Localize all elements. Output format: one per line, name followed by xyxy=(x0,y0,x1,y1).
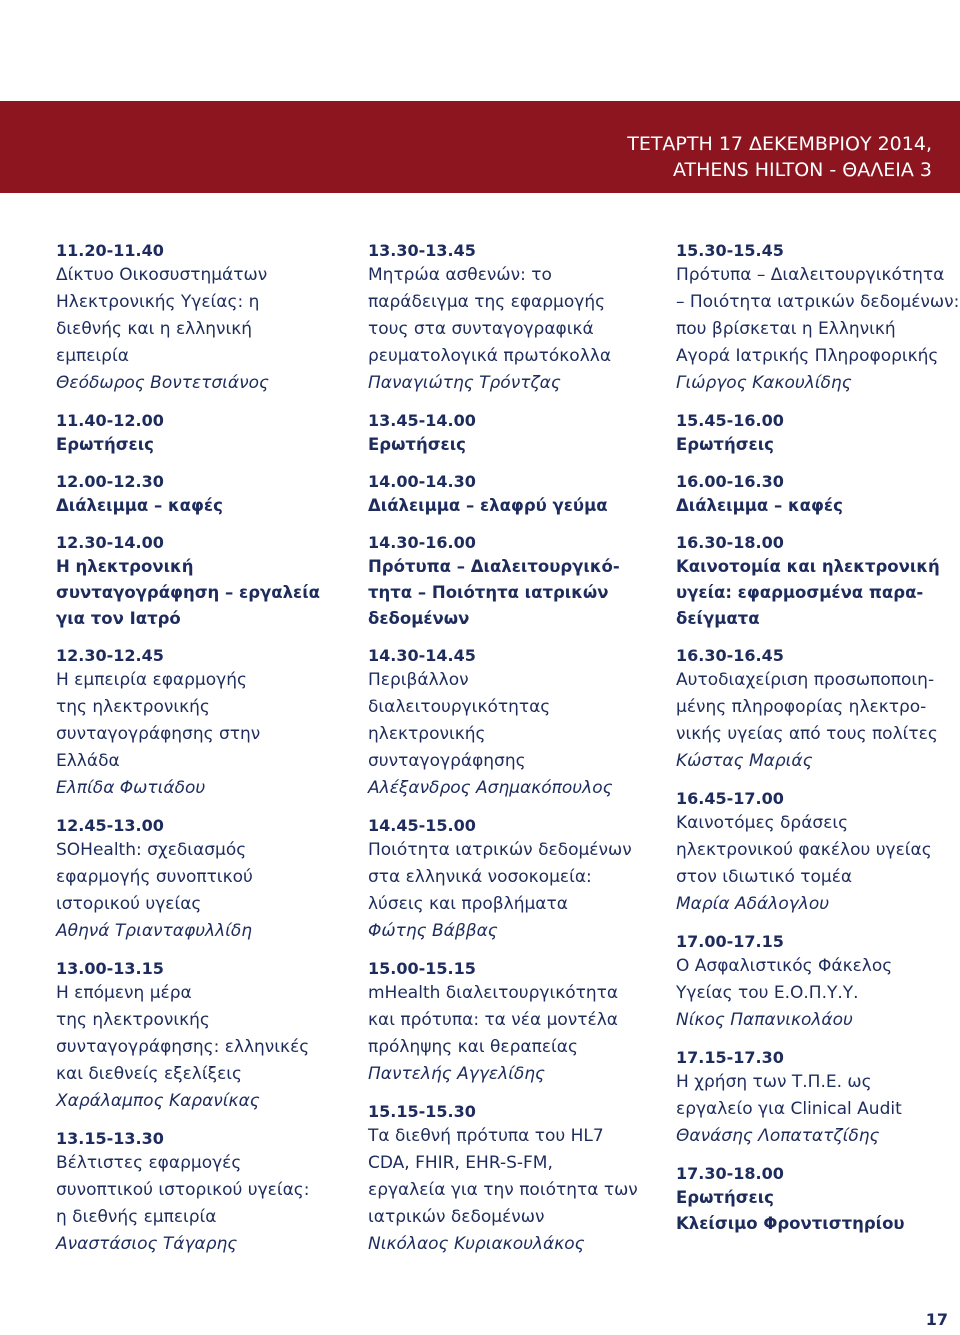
session-heading: τητα – Ποιότητα ιατρικών xyxy=(368,583,609,602)
session-heading: συνταγογράφηση – εργαλεία xyxy=(56,583,321,602)
speaker-name: Θεόδωρος Βοντετσιάνος xyxy=(56,373,270,393)
session-heading: Ερωτήσεις xyxy=(56,435,154,454)
session-time: 14.30-16.00 xyxy=(368,533,476,552)
session-title: Ελλάδα xyxy=(56,751,120,771)
session-time: 13.00-13.15 xyxy=(56,959,164,978)
schedule-column-1 xyxy=(56,240,346,1271)
session-heading: για τον Ιατρό xyxy=(56,609,181,628)
session-title: της ηλεκτρονικής xyxy=(56,697,210,717)
session-time: 11.20-11.40 xyxy=(56,241,164,260)
schedule-entry xyxy=(676,931,960,1034)
session-heading: Διάλειμμα – καφές xyxy=(56,496,223,515)
session-title: Υγείας του Ε.Ο.Π.Υ.Υ. xyxy=(676,983,859,1003)
schedule-entry xyxy=(676,645,960,775)
event-date: ΤΕΤΑΡΤΗ 17 ΔΕΚΕΜΒΡΙΟΥ 2014, xyxy=(627,133,932,155)
speaker-name: Κώστας Μαριάς xyxy=(676,751,813,771)
session-time: 16.00-16.30 xyxy=(676,472,784,491)
session-title: εργαλεία για την ποιότητα των xyxy=(368,1180,638,1200)
speaker-name: Αλέξανδρος Ασημακόπουλος xyxy=(368,778,613,798)
session-heading: Η ηλεκτρονική xyxy=(56,557,194,576)
session-title: CDA, FHIR, EHR-S-FM, xyxy=(368,1153,553,1173)
speaker-name: Αθηνά Τριανταφυλλίδη xyxy=(56,921,253,941)
session-title: Ποιότητα ιατρικών δεδομένων xyxy=(368,840,632,860)
session-time: 15.30-15.45 xyxy=(676,241,784,260)
session-heading: Κλείσιμο Φροντιστηρίου xyxy=(676,1214,905,1233)
schedule-entry xyxy=(368,645,658,802)
session-title: Βέλτιστες εφαρμογές xyxy=(56,1153,242,1173)
speaker-name: Γιώργος Κακουλίδης xyxy=(676,373,852,393)
speaker-name: Φώτης Βάββας xyxy=(368,921,498,941)
session-title: – Ποιότητα ιατρικών δεδομένων: xyxy=(676,292,960,312)
session-time: 13.45-14.00 xyxy=(368,411,476,430)
session-title: ηλεκτρονικού φακέλου υγείας xyxy=(676,840,932,860)
session-time: 11.40-12.00 xyxy=(56,411,164,430)
session-heading: Διάλειμμα – καφές xyxy=(676,496,843,515)
session-time: 15.00-15.15 xyxy=(368,959,476,978)
session-title: νικής υγείας από τους πολίτες xyxy=(676,724,938,744)
speaker-name: Μαρία Αδάλογλου xyxy=(676,894,830,914)
session-time: 15.45-16.00 xyxy=(676,411,784,430)
session-time: 13.30-13.45 xyxy=(368,241,476,260)
session-time: 12.00-12.30 xyxy=(56,472,164,491)
schedule-entry xyxy=(368,471,658,519)
session-time: 12.30-12.45 xyxy=(56,646,164,665)
speaker-name: Νικόλαος Κυριακουλάκος xyxy=(368,1234,585,1254)
session-title: και πρότυπα: τα νέα μοντέλα xyxy=(368,1010,618,1030)
speaker-name: Αναστάσιος Τάγαρης xyxy=(56,1234,238,1254)
session-title: Περιβάλλον xyxy=(368,670,469,690)
session-heading: Ερωτήσεις xyxy=(676,1188,774,1207)
session-title: Η χρήση των Τ.Π.Ε. ως xyxy=(676,1072,872,1092)
schedule-entry xyxy=(56,471,346,519)
session-heading: Διάλειμμα – ελαφρύ γεύμα xyxy=(368,496,608,515)
schedule-entry xyxy=(676,532,960,632)
session-time: 17.30-18.00 xyxy=(676,1164,784,1183)
session-time: 16.45-17.00 xyxy=(676,789,784,808)
session-title: Η εμπειρία εφαρμογής xyxy=(56,670,247,690)
session-time: 14.45-15.00 xyxy=(368,816,476,835)
session-title: συνταγογράφησης στην xyxy=(56,724,261,744)
schedule-entry xyxy=(56,532,346,632)
session-title: Ηλεκτρονικής Υγείας: η xyxy=(56,292,260,312)
schedule-entry xyxy=(56,958,346,1115)
session-time: 17.00-17.15 xyxy=(676,932,784,951)
session-title: παράδειγμα της εφαρμογής xyxy=(368,292,606,312)
session-title: SOHealth: σχεδιασμός xyxy=(56,840,247,860)
session-title: ιστορικού υγείας xyxy=(56,894,202,914)
session-title: Πρότυπα – Διαλειτουργικότητα xyxy=(676,265,945,285)
session-title: Αγορά Ιατρικής Πληροφορικής xyxy=(676,346,939,366)
speaker-name: Παντελής Αγγελίδης xyxy=(368,1064,546,1084)
session-time: 14.30-14.45 xyxy=(368,646,476,665)
session-heading: Καινοτομία και ηλεκτρονική xyxy=(676,557,940,576)
session-title: ηλεκτρονικής xyxy=(368,724,486,744)
session-title: Μητρώα ασθενών: το xyxy=(368,265,552,285)
session-title: Η επόμενη μέρα xyxy=(56,983,192,1003)
session-title: λύσεις και προβλήματα xyxy=(368,894,568,914)
session-time: 17.15-17.30 xyxy=(676,1048,784,1067)
session-title: εφαρμογής συνοπτικού xyxy=(56,867,253,887)
session-title: μένης πληροφορίας ηλεκτρο- xyxy=(676,697,927,717)
session-heading: Πρότυπα – Διαλειτουργικό- xyxy=(368,557,620,576)
event-venue: ATHENS HILTON - ΘΑΛΕΙΑ 3 xyxy=(673,159,932,181)
session-title: και διεθνείς εξελίξεις xyxy=(56,1064,243,1084)
session-time: 12.30-14.00 xyxy=(56,533,164,552)
session-heading: Ερωτήσεις xyxy=(676,435,774,454)
session-title: στον ιδιωτικό τομέα xyxy=(676,867,853,887)
session-title: η διεθνής εμπειρία xyxy=(56,1207,217,1227)
session-heading: δεδομένων xyxy=(368,609,470,628)
session-time: 14.00-14.30 xyxy=(368,472,476,491)
event-header xyxy=(627,131,932,183)
session-time: 13.15-13.30 xyxy=(56,1129,164,1148)
speaker-name: Παναγιώτης Τρόντζας xyxy=(368,373,561,393)
schedule-entry xyxy=(56,240,346,397)
schedule-entry xyxy=(368,815,658,945)
schedule-entry xyxy=(676,1047,960,1150)
session-time: 12.45-13.00 xyxy=(56,816,164,835)
session-title: Καινοτόμες δράσεις xyxy=(676,813,849,833)
session-title: Δίκτυο Οικοσυστημάτων xyxy=(56,265,268,285)
schedule-column-3 xyxy=(676,240,960,1250)
schedule-entry xyxy=(368,240,658,397)
session-title: συνταγογράφησης: ελληνικές xyxy=(56,1037,310,1057)
session-time: 15.15-15.30 xyxy=(368,1102,476,1121)
session-title: της ηλεκτρονικής xyxy=(56,1010,210,1030)
session-title: συνοπτικού ιστορικού υγείας: xyxy=(56,1180,310,1200)
session-title: mHealth διαλειτουργικότητα xyxy=(368,983,619,1003)
session-title: Αυτοδιαχείριση προσωποποιη- xyxy=(676,670,935,690)
session-time: 16.30-16.45 xyxy=(676,646,784,665)
session-title: που βρίσκεται η Ελληνική xyxy=(676,319,896,339)
session-title: συνταγογράφησης xyxy=(368,751,526,771)
session-title: πρόληψης και θεραπείας xyxy=(368,1037,578,1057)
schedule-entry xyxy=(56,645,346,802)
session-title: διεθνής και η ελληνική xyxy=(56,319,253,339)
speaker-name: Ελπίδα Φωτιάδου xyxy=(56,778,206,798)
session-title: ρευματολογικά πρωτόκολλα xyxy=(368,346,612,366)
speaker-name: Χαράλαμπος Καρανίκας xyxy=(56,1091,260,1111)
schedule-entry xyxy=(368,410,658,458)
session-title: Τα διεθνή πρότυπα του HL7 xyxy=(368,1126,604,1146)
session-title: διαλειτουργικότητας xyxy=(368,697,551,717)
page-number: 17 xyxy=(925,1310,948,1329)
session-heading: Ερωτήσεις xyxy=(368,435,466,454)
session-title: Ο Ασφαλιστικός Φάκελος xyxy=(676,956,893,976)
schedule-entry xyxy=(676,471,960,519)
session-heading: υγεία: εφαρμοσμένα παρα- xyxy=(676,583,924,602)
schedule-entry xyxy=(368,532,658,632)
schedule-entry xyxy=(676,410,960,458)
session-title: στα ελληνικά νοσοκομεία: xyxy=(368,867,592,887)
schedule-entry xyxy=(368,1101,658,1258)
schedule-column-2 xyxy=(368,240,658,1271)
schedule-entry xyxy=(676,240,960,397)
session-title: ιατρικών δεδομένων xyxy=(368,1207,545,1227)
schedule-entry xyxy=(56,1128,346,1258)
session-title: εργαλείο για Clinical Audit xyxy=(676,1099,902,1119)
session-time: 16.30-18.00 xyxy=(676,533,784,552)
session-heading: δείγματα xyxy=(676,609,760,628)
schedule-entry xyxy=(676,788,960,918)
schedule-entry xyxy=(56,815,346,945)
speaker-name: Θανάσης Λοπατατζίδης xyxy=(676,1126,880,1146)
schedule-entry xyxy=(676,1163,960,1237)
speaker-name: Νίκος Παπανικολάου xyxy=(676,1010,853,1030)
schedule-entry xyxy=(56,410,346,458)
schedule-entry xyxy=(368,958,658,1088)
session-title: εμπειρία xyxy=(56,346,129,366)
session-title: τους στα συνταγογραφικά xyxy=(368,319,594,339)
